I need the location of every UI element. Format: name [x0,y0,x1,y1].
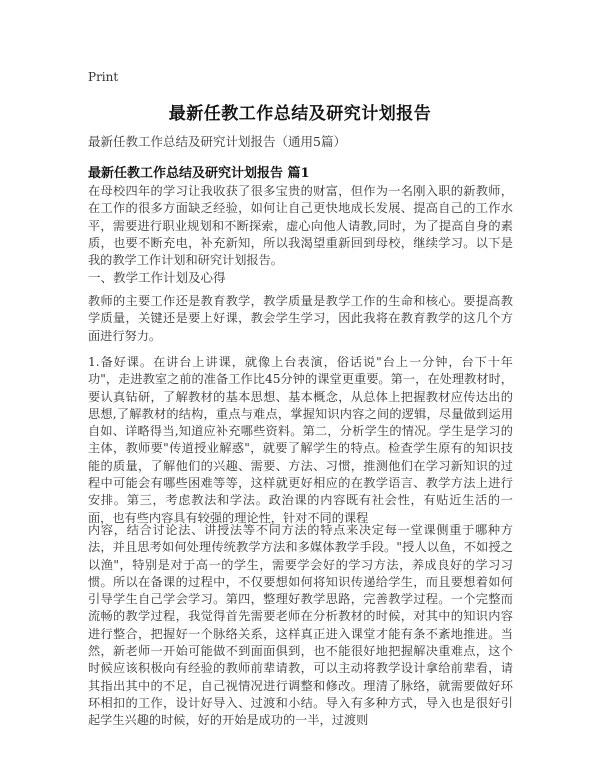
paragraph-content-methods: 内容，结合讨论法、讲授法等不同方法的特点来决定每一堂课侧重于哪种方法，并且思考如何处理传统教学方法和多媒体教学手段。"授人以鱼，不如授之以渔"，特别是对于高一的学生，需要学会好的学习方法，养成良好的学习习惯。所以在备课的过程中，不仅要想如何将知识传递给学生，而且要想着如何引导学生自己学会学习。第四，整理好教学思路，完善教学过程。一个完整而流畅的教学过程，我觉得首先需要老师在分析教材的时候，对其中的知识内容进行整合，把握好一个脉络关系，这样真正进入课堂才能有条不紊地推进。当然，新老师一开始可能做不到面面俱到，也不能很好地把握解决重难点，这个时候应该积极向有经验的教师前辈请教，可以主动将教学设计拿给前辈看，请其指出其中的不足，自己视情况进行调整和修改。理清了脉络，就需要做好环环相扣的工作，设计好导入、过渡和小结。导入有多种方式，导入也是很好引起学生兴趣的时候，好的开始是成功的一半，过渡则 [88,523,513,728]
section-title: 最新任教工作总结及研究计划报告 篇1 [88,166,310,181]
paragraph-main-work: 教师的主要工作还是教育教学，教学质量是教学工作的生命和核心。要提高教学质量，关键还是要上好课，教会学生学习，因此我将在教育教学的这几个方面进行努力。 [88,294,513,343]
paragraph-intro: 在母校四年的学习让我收获了很多宝贵的财富，但作为一名刚入职的新教师，在工作的很多方面缺乏经验，如何让自己更快地成长发展、提高自己的工作水平，需要进行职业规划和不断探索，虚心向他人请教,同时，为了提高自身的素质，也要不断充电，补充新知，所以我渴望重新回到母校，继续学习。以下是我的教学工作计划和研究计划报告。 [88,184,513,268]
heading-teaching-plan: 一、教学工作计划及心得 [88,270,226,285]
document-title: 最新任教工作总结及研究计划报告 [168,104,432,124]
print-label: Print [88,70,119,84]
paragraph-prepare-lessons: 1.备好课。在讲台上讲课，就像上台表演，俗话说"台上一分钟，台下十年功"，走进教室之前的准备工作比45分钟的课堂更重要。第一，在处理教材时，要认真钻研，了解教材的基本思想、基本概念，从总体上把握教材应传达出的思想,了解教材的结构，重点与难点，掌握知识内容之间的逻辑，尽量做到运用自如、详略得当,知道应补充哪些资料。第二，分析学生的情况。学生是学习的主体，教师要"传道授业解惑"，就要了解学生的特点。检查学生原有的知识技能的质量，了解他们的兴趣、需要、方法、习惯，推测他们在学习新知识的过程中可能会有哪些困难等等，这样就更好相应的在教学语言、教学方法上进行安排。第三，考虑教法和学法。政治课的内容既有社会性，有贴近生活的一面，也有些内容具有较强的理论性，针对不同的课程 [88,355,513,525]
document-subtitle: 最新任教工作总结及研究计划报告（通用5篇） [88,134,346,149]
